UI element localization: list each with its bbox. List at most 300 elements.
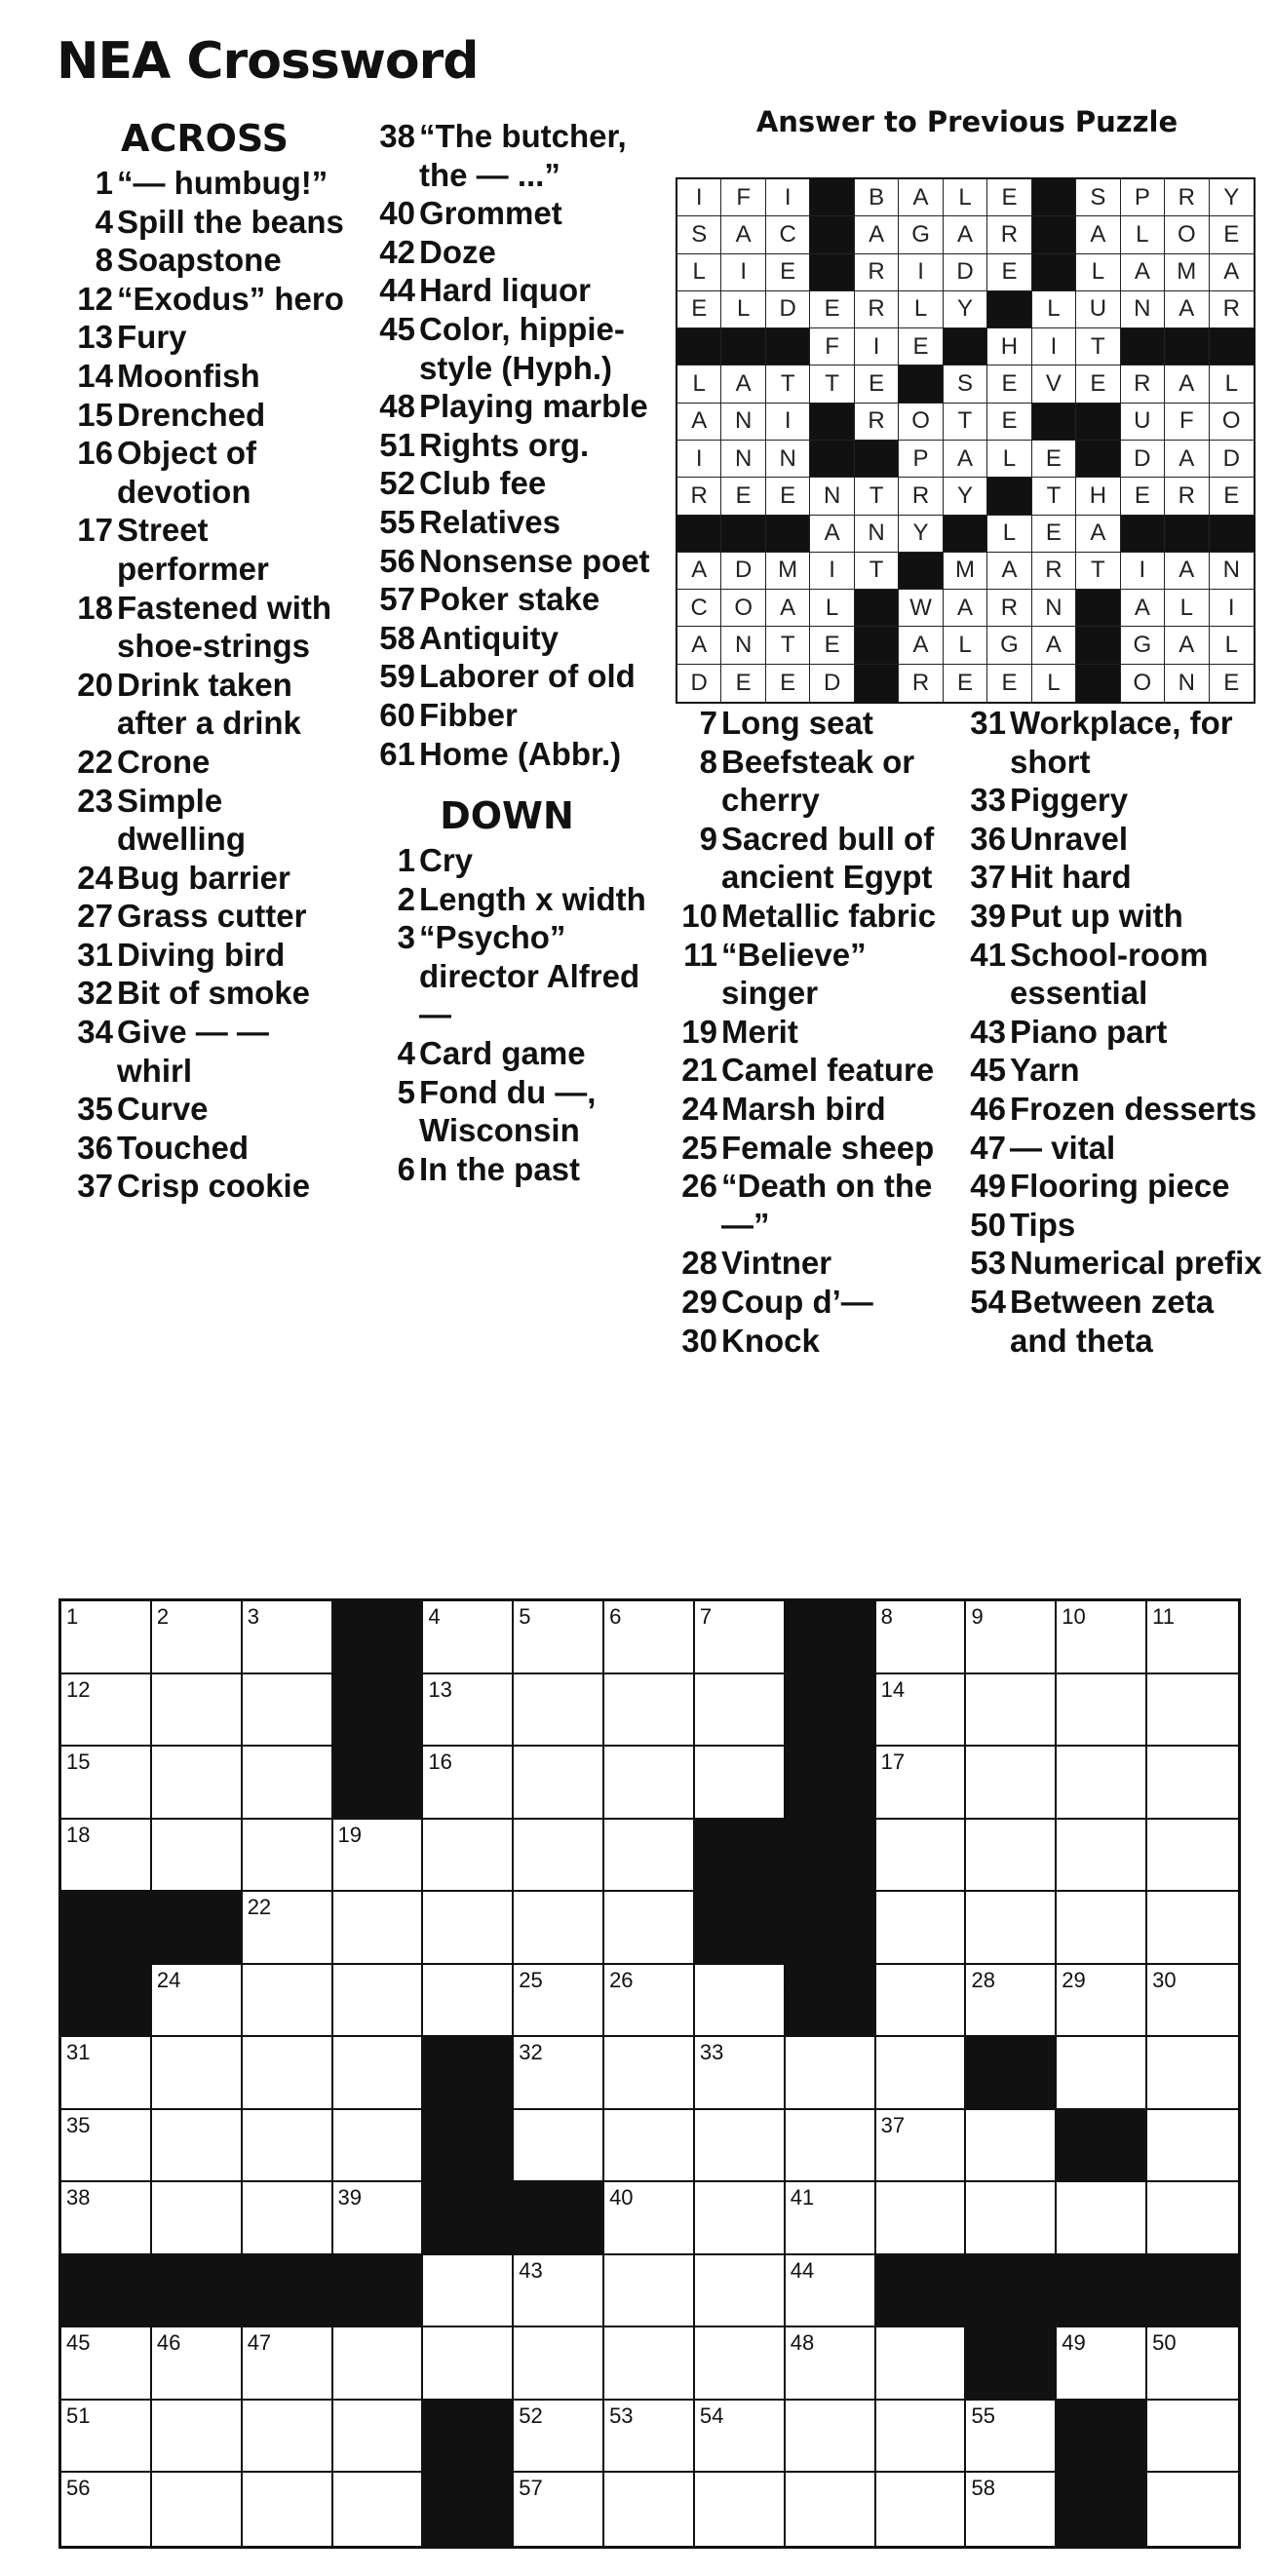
clue-text: Bug barrier bbox=[117, 859, 290, 896]
clue-item bbox=[361, 1150, 653, 1189]
grid-cell[interactable] bbox=[876, 2327, 967, 2401]
cell-number: 33 bbox=[699, 2040, 724, 2065]
grid-cell[interactable] bbox=[423, 1820, 514, 1893]
grid-cell[interactable] bbox=[604, 2037, 695, 2110]
clue-text: Laborer of old bbox=[419, 658, 636, 695]
answer-letter-cell: V bbox=[1032, 365, 1076, 403]
answer-letter-cell: S bbox=[677, 216, 721, 253]
grid-cell[interactable] bbox=[423, 1674, 514, 1748]
grid-cell[interactable] bbox=[152, 1674, 243, 1748]
answer-letter-cell: L bbox=[721, 291, 765, 328]
grid-cell[interactable] bbox=[61, 2182, 152, 2255]
grid-cell[interactable] bbox=[966, 1965, 1057, 2038]
clue-text: Street performer bbox=[117, 512, 269, 587]
answer-letter-cell: I bbox=[721, 254, 765, 291]
grid-cell[interactable] bbox=[966, 2473, 1057, 2546]
grid-cell[interactable] bbox=[243, 1965, 333, 2038]
grid-cell[interactable] bbox=[966, 1820, 1057, 1893]
clue-item bbox=[955, 781, 1267, 820]
grid-cell[interactable] bbox=[1147, 2327, 1238, 2401]
clue-item bbox=[58, 1167, 351, 1206]
black-square bbox=[786, 1601, 876, 1674]
grid-cell[interactable] bbox=[695, 2255, 786, 2328]
answer-letter-cell: L bbox=[1121, 216, 1165, 253]
grid-cell[interactable] bbox=[876, 1820, 967, 1893]
answer-black-square bbox=[944, 328, 987, 365]
clue-text: Diving bird bbox=[117, 936, 286, 973]
clue-number: 55 bbox=[379, 503, 415, 540]
grid-cell[interactable] bbox=[1057, 1820, 1147, 1893]
grid-cell[interactable] bbox=[152, 2110, 243, 2183]
clue-number: 20 bbox=[77, 666, 113, 703]
answer-letter-cell: T bbox=[1076, 328, 1120, 365]
answer-letter-cell: L bbox=[944, 627, 987, 664]
grid-cell[interactable] bbox=[966, 2182, 1057, 2255]
answer-letter-cell: A bbox=[1165, 291, 1209, 328]
grid-cell[interactable] bbox=[514, 2327, 604, 2401]
clue-number: 33 bbox=[970, 782, 1006, 819]
answer-letter-cell: D bbox=[677, 665, 721, 702]
answer-letter-cell: A bbox=[944, 441, 987, 478]
grid-cell[interactable] bbox=[695, 2327, 786, 2401]
answer-black-square bbox=[899, 365, 943, 403]
black-square bbox=[423, 2182, 514, 2255]
grid-cell[interactable] bbox=[604, 2327, 695, 2401]
grid-cell[interactable] bbox=[1147, 2110, 1238, 2183]
answer-letter-cell: A bbox=[1165, 553, 1209, 590]
grid-cell[interactable] bbox=[604, 2110, 695, 2183]
clue-text: Card game bbox=[419, 1035, 586, 1072]
clue-item bbox=[667, 820, 955, 897]
clue-item bbox=[58, 280, 351, 319]
cell-number: 18 bbox=[66, 1822, 91, 1847]
grid-cell[interactable] bbox=[876, 1747, 967, 1820]
clue-number: 23 bbox=[77, 782, 113, 819]
cell-number: 9 bbox=[971, 1604, 984, 1629]
grid-cell[interactable] bbox=[152, 1965, 243, 2038]
grid-cell[interactable] bbox=[423, 1892, 514, 1965]
cell-number: 43 bbox=[519, 2257, 543, 2283]
clue-text: Bit of smoke bbox=[117, 975, 311, 1012]
grid-cell[interactable] bbox=[876, 1601, 967, 1674]
answer-letter-cell: D bbox=[1121, 441, 1165, 478]
grid-cell[interactable] bbox=[966, 2401, 1057, 2474]
grid-cell[interactable] bbox=[152, 1601, 243, 1674]
answer-black-square bbox=[944, 516, 987, 553]
answer-letter-cell: E bbox=[944, 665, 987, 702]
clue-text: Cry bbox=[419, 842, 474, 879]
answer-letter-cell: E bbox=[721, 665, 765, 702]
black-square bbox=[333, 1601, 424, 1674]
grid-cell[interactable] bbox=[514, 1965, 604, 2038]
across-heading: ACROSS bbox=[121, 117, 289, 160]
grid-cell[interactable] bbox=[423, 1601, 514, 1674]
answer-letter-cell: Y bbox=[944, 478, 987, 515]
black-square bbox=[786, 1747, 876, 1820]
grid-cell[interactable] bbox=[423, 1965, 514, 2038]
answer-letter-cell: D bbox=[721, 553, 765, 590]
clue-number: 19 bbox=[681, 1013, 717, 1050]
clue-text: Vintner bbox=[721, 1245, 832, 1282]
grid-cell[interactable] bbox=[966, 2110, 1057, 2183]
grid-cell[interactable] bbox=[1057, 1892, 1147, 1965]
grid-cell[interactable] bbox=[243, 2182, 333, 2255]
grid-cell[interactable] bbox=[604, 2473, 695, 2546]
answer-black-square bbox=[1121, 328, 1165, 365]
grid-cell[interactable] bbox=[333, 2401, 424, 2474]
grid-cell[interactable] bbox=[876, 2473, 967, 2546]
answer-letter-cell: E bbox=[987, 254, 1031, 291]
grid-cell[interactable] bbox=[966, 1892, 1057, 1965]
grid-cell[interactable] bbox=[423, 2255, 514, 2328]
clue-text: Simple dwelling bbox=[117, 782, 246, 858]
black-square bbox=[333, 2255, 424, 2328]
black-square bbox=[333, 1674, 424, 1748]
cell-number: 22 bbox=[247, 1895, 272, 1920]
clue-item bbox=[361, 696, 653, 735]
grid-cell[interactable] bbox=[61, 2401, 152, 2474]
grid-cell[interactable] bbox=[966, 1674, 1057, 1748]
grid-cell[interactable] bbox=[61, 1674, 152, 1748]
grid-cell[interactable] bbox=[695, 1601, 786, 1674]
grid-cell[interactable] bbox=[243, 2473, 333, 2546]
grid-cell[interactable] bbox=[514, 2110, 604, 2183]
answer-letter-cell: E bbox=[1076, 365, 1120, 403]
answer-letter-cell: O bbox=[1210, 404, 1254, 441]
grid-cell[interactable] bbox=[695, 1965, 786, 2038]
grid-cell[interactable] bbox=[1057, 1674, 1147, 1748]
answer-letter-cell: P bbox=[1121, 179, 1165, 216]
grid-cell[interactable] bbox=[786, 2110, 876, 2183]
answer-letter-cell: E bbox=[721, 478, 765, 515]
cell-number: 6 bbox=[609, 1604, 622, 1629]
grid-cell[interactable] bbox=[514, 2037, 604, 2110]
black-square bbox=[786, 1965, 876, 2038]
grid-cell[interactable] bbox=[1057, 1747, 1147, 1820]
black-square bbox=[61, 1892, 152, 1965]
cell-number: 52 bbox=[519, 2403, 543, 2428]
clue-number: 7 bbox=[699, 705, 717, 741]
grid-cell[interactable] bbox=[514, 1747, 604, 1820]
clue-text: Crisp cookie bbox=[117, 1168, 311, 1205]
cell-number: 44 bbox=[790, 2257, 815, 2283]
grid-cell[interactable] bbox=[333, 2473, 424, 2546]
clue-item bbox=[667, 897, 955, 936]
clue-number: 32 bbox=[77, 975, 113, 1012]
grid-cell[interactable] bbox=[514, 1601, 604, 1674]
cell-number: 17 bbox=[880, 1749, 906, 1775]
cell-number: 16 bbox=[428, 1749, 452, 1775]
grid-cell[interactable] bbox=[243, 1601, 333, 1674]
black-square bbox=[514, 2182, 604, 2255]
clue-item bbox=[58, 1013, 351, 1090]
clue-item bbox=[667, 1283, 955, 1322]
answer-letter-cell: L bbox=[1210, 627, 1254, 664]
grid-cell[interactable] bbox=[423, 1747, 514, 1820]
grid-cell[interactable] bbox=[1147, 2401, 1238, 2474]
clue-number: 44 bbox=[379, 272, 415, 309]
clue-item bbox=[361, 1073, 653, 1150]
grid-cell[interactable] bbox=[695, 1674, 786, 1748]
grid-cell[interactable] bbox=[695, 2182, 786, 2255]
clue-number: 29 bbox=[681, 1283, 717, 1320]
clue-number: 16 bbox=[77, 435, 113, 472]
grid-cell[interactable] bbox=[604, 1820, 695, 1893]
grid-cell[interactable] bbox=[604, 1601, 695, 1674]
grid-cell[interactable] bbox=[1057, 2327, 1147, 2401]
answer-letter-cell: I bbox=[1121, 553, 1165, 590]
answer-letter-cell: S bbox=[944, 365, 987, 403]
answer-black-square bbox=[1076, 441, 1120, 478]
grid-cell[interactable] bbox=[152, 2037, 243, 2110]
grid-cell[interactable] bbox=[1147, 2473, 1238, 2546]
grid-cell[interactable] bbox=[695, 2473, 786, 2546]
clue-text: Curve bbox=[117, 1091, 209, 1128]
clue-text: Rights org. bbox=[419, 426, 590, 463]
clue-text: In the past bbox=[419, 1150, 581, 1187]
grid-cell[interactable] bbox=[514, 2401, 604, 2474]
grid-cell[interactable] bbox=[695, 2110, 786, 2183]
grid-cell[interactable] bbox=[876, 1892, 967, 1965]
black-square bbox=[61, 1965, 152, 2038]
clue-item bbox=[58, 318, 351, 357]
clue-number: 13 bbox=[77, 319, 113, 356]
grid-cell[interactable] bbox=[1147, 2182, 1238, 2255]
crossword-grid[interactable] bbox=[58, 1598, 1241, 2549]
clue-text: Grass cutter bbox=[117, 898, 307, 935]
answer-letter-cell: E bbox=[677, 291, 721, 328]
clue-item bbox=[58, 357, 351, 396]
clue-text: “Death on the —” bbox=[721, 1168, 933, 1243]
cell-number: 14 bbox=[880, 1676, 906, 1702]
cell-number: 19 bbox=[337, 1822, 363, 1847]
grid-cell[interactable] bbox=[1147, 1601, 1238, 1674]
clue-item bbox=[955, 858, 1267, 897]
clue-text: “Exodus” hero bbox=[117, 280, 344, 317]
grid-cell[interactable] bbox=[876, 2401, 967, 2474]
answer-letter-cell: A bbox=[677, 627, 721, 664]
cell-number: 56 bbox=[66, 2476, 91, 2501]
grid-cell[interactable] bbox=[423, 2327, 514, 2401]
grid-cell[interactable] bbox=[604, 1892, 695, 1965]
answer-letter-cell: R bbox=[1032, 553, 1076, 590]
grid-cell[interactable] bbox=[604, 2255, 695, 2328]
grid-cell[interactable] bbox=[243, 1674, 333, 1748]
answer-black-square bbox=[855, 627, 899, 664]
grid-cell[interactable] bbox=[333, 1965, 424, 2038]
grid-cell[interactable] bbox=[152, 1747, 243, 1820]
grid-cell[interactable] bbox=[786, 2401, 876, 2474]
clue-number: 26 bbox=[681, 1168, 717, 1205]
clue-text: Hard liquor bbox=[419, 272, 592, 309]
grid-cell[interactable] bbox=[152, 2401, 243, 2474]
grid-cell[interactable] bbox=[514, 2255, 604, 2328]
clue-text: “Believe” singer bbox=[721, 936, 867, 1012]
answer-letter-cell: I bbox=[899, 254, 943, 291]
grid-cell[interactable] bbox=[243, 1820, 333, 1893]
grid-cell[interactable] bbox=[61, 1820, 152, 1893]
answer-letter-cell: Y bbox=[899, 516, 943, 553]
grid-cell[interactable] bbox=[1147, 1747, 1238, 1820]
answer-black-square bbox=[855, 665, 899, 702]
answer-black-square bbox=[810, 441, 854, 478]
grid-cell[interactable] bbox=[61, 2037, 152, 2110]
grid-cell[interactable] bbox=[1147, 1674, 1238, 1748]
grid-cell[interactable] bbox=[243, 2401, 333, 2474]
clue-text: Piano part bbox=[1010, 1013, 1168, 1050]
grid-cell[interactable] bbox=[514, 2473, 604, 2546]
answer-letter-cell: T bbox=[766, 365, 810, 403]
grid-cell[interactable] bbox=[876, 1965, 967, 2038]
answer-letter-cell: I bbox=[1210, 590, 1254, 627]
answer-letter-cell: Y bbox=[1210, 179, 1254, 216]
grid-cell[interactable] bbox=[152, 2473, 243, 2546]
cell-number: 55 bbox=[971, 2403, 995, 2428]
clue-number: 35 bbox=[77, 1091, 113, 1128]
answer-letter-cell: H bbox=[1076, 478, 1120, 515]
grid-cell[interactable] bbox=[243, 1892, 333, 1965]
clue-text: Home (Abbr.) bbox=[419, 735, 622, 772]
clue-item bbox=[955, 1013, 1267, 1052]
grid-cell[interactable] bbox=[604, 1747, 695, 1820]
grid-cell[interactable] bbox=[966, 1601, 1057, 1674]
down-clue-list-1 bbox=[361, 841, 653, 1188]
clue-number: 37 bbox=[970, 859, 1006, 896]
clue-item bbox=[955, 1129, 1267, 1168]
grid-cell[interactable] bbox=[876, 1674, 967, 1748]
clue-text: Antiquity bbox=[419, 619, 559, 656]
grid-cell[interactable] bbox=[514, 1892, 604, 1965]
clue-text: Soapstone bbox=[117, 242, 282, 279]
clue-item bbox=[58, 164, 351, 203]
grid-cell[interactable] bbox=[333, 2327, 424, 2401]
grid-cell[interactable] bbox=[1057, 1965, 1147, 2038]
grid-cell[interactable] bbox=[333, 2182, 424, 2255]
grid-cell[interactable] bbox=[243, 2110, 333, 2183]
clue-item bbox=[667, 936, 955, 1013]
grid-cell[interactable] bbox=[333, 2037, 424, 2110]
grid-cell[interactable] bbox=[1147, 1965, 1238, 2038]
grid-cell[interactable] bbox=[1147, 2037, 1238, 2110]
answer-letter-cell: A bbox=[677, 553, 721, 590]
cell-number: 47 bbox=[247, 2330, 272, 2356]
grid-cell[interactable] bbox=[152, 2182, 243, 2255]
answer-black-square bbox=[721, 328, 765, 365]
clue-number: 5 bbox=[397, 1073, 415, 1110]
clue-number: 2 bbox=[397, 880, 415, 917]
answer-letter-cell: R bbox=[899, 665, 943, 702]
black-square bbox=[966, 2255, 1057, 2328]
grid-cell[interactable] bbox=[786, 2182, 876, 2255]
grid-cell[interactable] bbox=[152, 2327, 243, 2401]
grid-cell[interactable] bbox=[786, 2473, 876, 2546]
clue-item bbox=[667, 704, 955, 743]
black-square bbox=[152, 1892, 243, 1965]
answer-letter-cell: O bbox=[899, 404, 943, 441]
cell-number: 15 bbox=[66, 1749, 91, 1775]
answer-letter-cell: E bbox=[899, 328, 943, 365]
clue-number: 31 bbox=[970, 705, 1006, 741]
grid-cell[interactable] bbox=[786, 2255, 876, 2328]
grid-cell[interactable] bbox=[61, 2327, 152, 2401]
clue-item bbox=[58, 203, 351, 242]
grid-cell[interactable] bbox=[514, 1820, 604, 1893]
grid-cell[interactable] bbox=[966, 1747, 1057, 1820]
answer-letter-cell: I bbox=[766, 404, 810, 441]
answer-letter-cell: T bbox=[1032, 478, 1076, 515]
answer-letter-cell: B bbox=[855, 179, 899, 216]
grid-cell[interactable] bbox=[243, 2327, 333, 2401]
grid-cell[interactable] bbox=[876, 2110, 967, 2183]
grid-cell[interactable] bbox=[61, 2110, 152, 2183]
grid-cell[interactable] bbox=[876, 2037, 967, 2110]
grid-cell[interactable] bbox=[695, 1747, 786, 1820]
grid-cell[interactable] bbox=[152, 1820, 243, 1893]
answer-letter-cell: A bbox=[810, 516, 854, 553]
clue-text: Unravel bbox=[1010, 820, 1129, 857]
grid-cell[interactable] bbox=[695, 2401, 786, 2474]
grid-cell[interactable] bbox=[786, 2327, 876, 2401]
answer-letter-cell: G bbox=[1121, 627, 1165, 664]
grid-cell[interactable] bbox=[333, 1820, 424, 1893]
grid-cell[interactable] bbox=[333, 2110, 424, 2183]
clue-item bbox=[58, 511, 351, 588]
clue-text: Nonsense poet bbox=[419, 542, 650, 579]
grid-cell[interactable] bbox=[1057, 1601, 1147, 1674]
black-square bbox=[786, 1820, 876, 1893]
grid-cell[interactable] bbox=[243, 2037, 333, 2110]
grid-cell[interactable] bbox=[604, 1965, 695, 2038]
answer-black-square bbox=[810, 254, 854, 291]
clue-text: “— humbug!” bbox=[117, 165, 328, 201]
grid-cell[interactable] bbox=[876, 2182, 967, 2255]
answer-letter-cell: R bbox=[677, 478, 721, 515]
grid-cell[interactable] bbox=[604, 2182, 695, 2255]
grid-cell[interactable] bbox=[243, 1747, 333, 1820]
grid-cell[interactable] bbox=[1057, 2037, 1147, 2110]
grid-cell[interactable] bbox=[1147, 1820, 1238, 1893]
clue-number: 43 bbox=[970, 1013, 1006, 1050]
clue-text: Playing marble bbox=[419, 388, 648, 425]
answer-letter-cell: N bbox=[1210, 553, 1254, 590]
grid-cell[interactable] bbox=[61, 1601, 152, 1674]
clue-number: 36 bbox=[77, 1129, 113, 1166]
grid-cell[interactable] bbox=[1057, 2182, 1147, 2255]
clue-number: 61 bbox=[379, 735, 415, 772]
grid-cell[interactable] bbox=[604, 1674, 695, 1748]
grid-cell[interactable] bbox=[1147, 1892, 1238, 1965]
clue-text: Drenched bbox=[117, 396, 266, 433]
grid-cell[interactable] bbox=[695, 2037, 786, 2110]
clue-item bbox=[361, 271, 653, 310]
answer-black-square bbox=[1076, 665, 1120, 702]
answer-letter-cell: I bbox=[677, 179, 721, 216]
grid-cell[interactable] bbox=[514, 1674, 604, 1748]
grid-cell[interactable] bbox=[61, 1747, 152, 1820]
grid-cell[interactable] bbox=[61, 2473, 152, 2546]
grid-cell[interactable] bbox=[604, 2401, 695, 2474]
clue-text: Metallic fabric bbox=[721, 897, 937, 934]
clue-number: 45 bbox=[970, 1052, 1006, 1089]
clue-text: Crone bbox=[117, 743, 211, 780]
grid-cell[interactable] bbox=[333, 1892, 424, 1965]
answer-letter-cell: L bbox=[1032, 665, 1076, 702]
clue-item bbox=[361, 503, 653, 542]
answer-letter-cell: N bbox=[721, 404, 765, 441]
clue-text: Drink taken after a drink bbox=[117, 666, 301, 742]
grid-cell[interactable] bbox=[786, 2037, 876, 2110]
clue-text: Relatives bbox=[419, 503, 560, 540]
